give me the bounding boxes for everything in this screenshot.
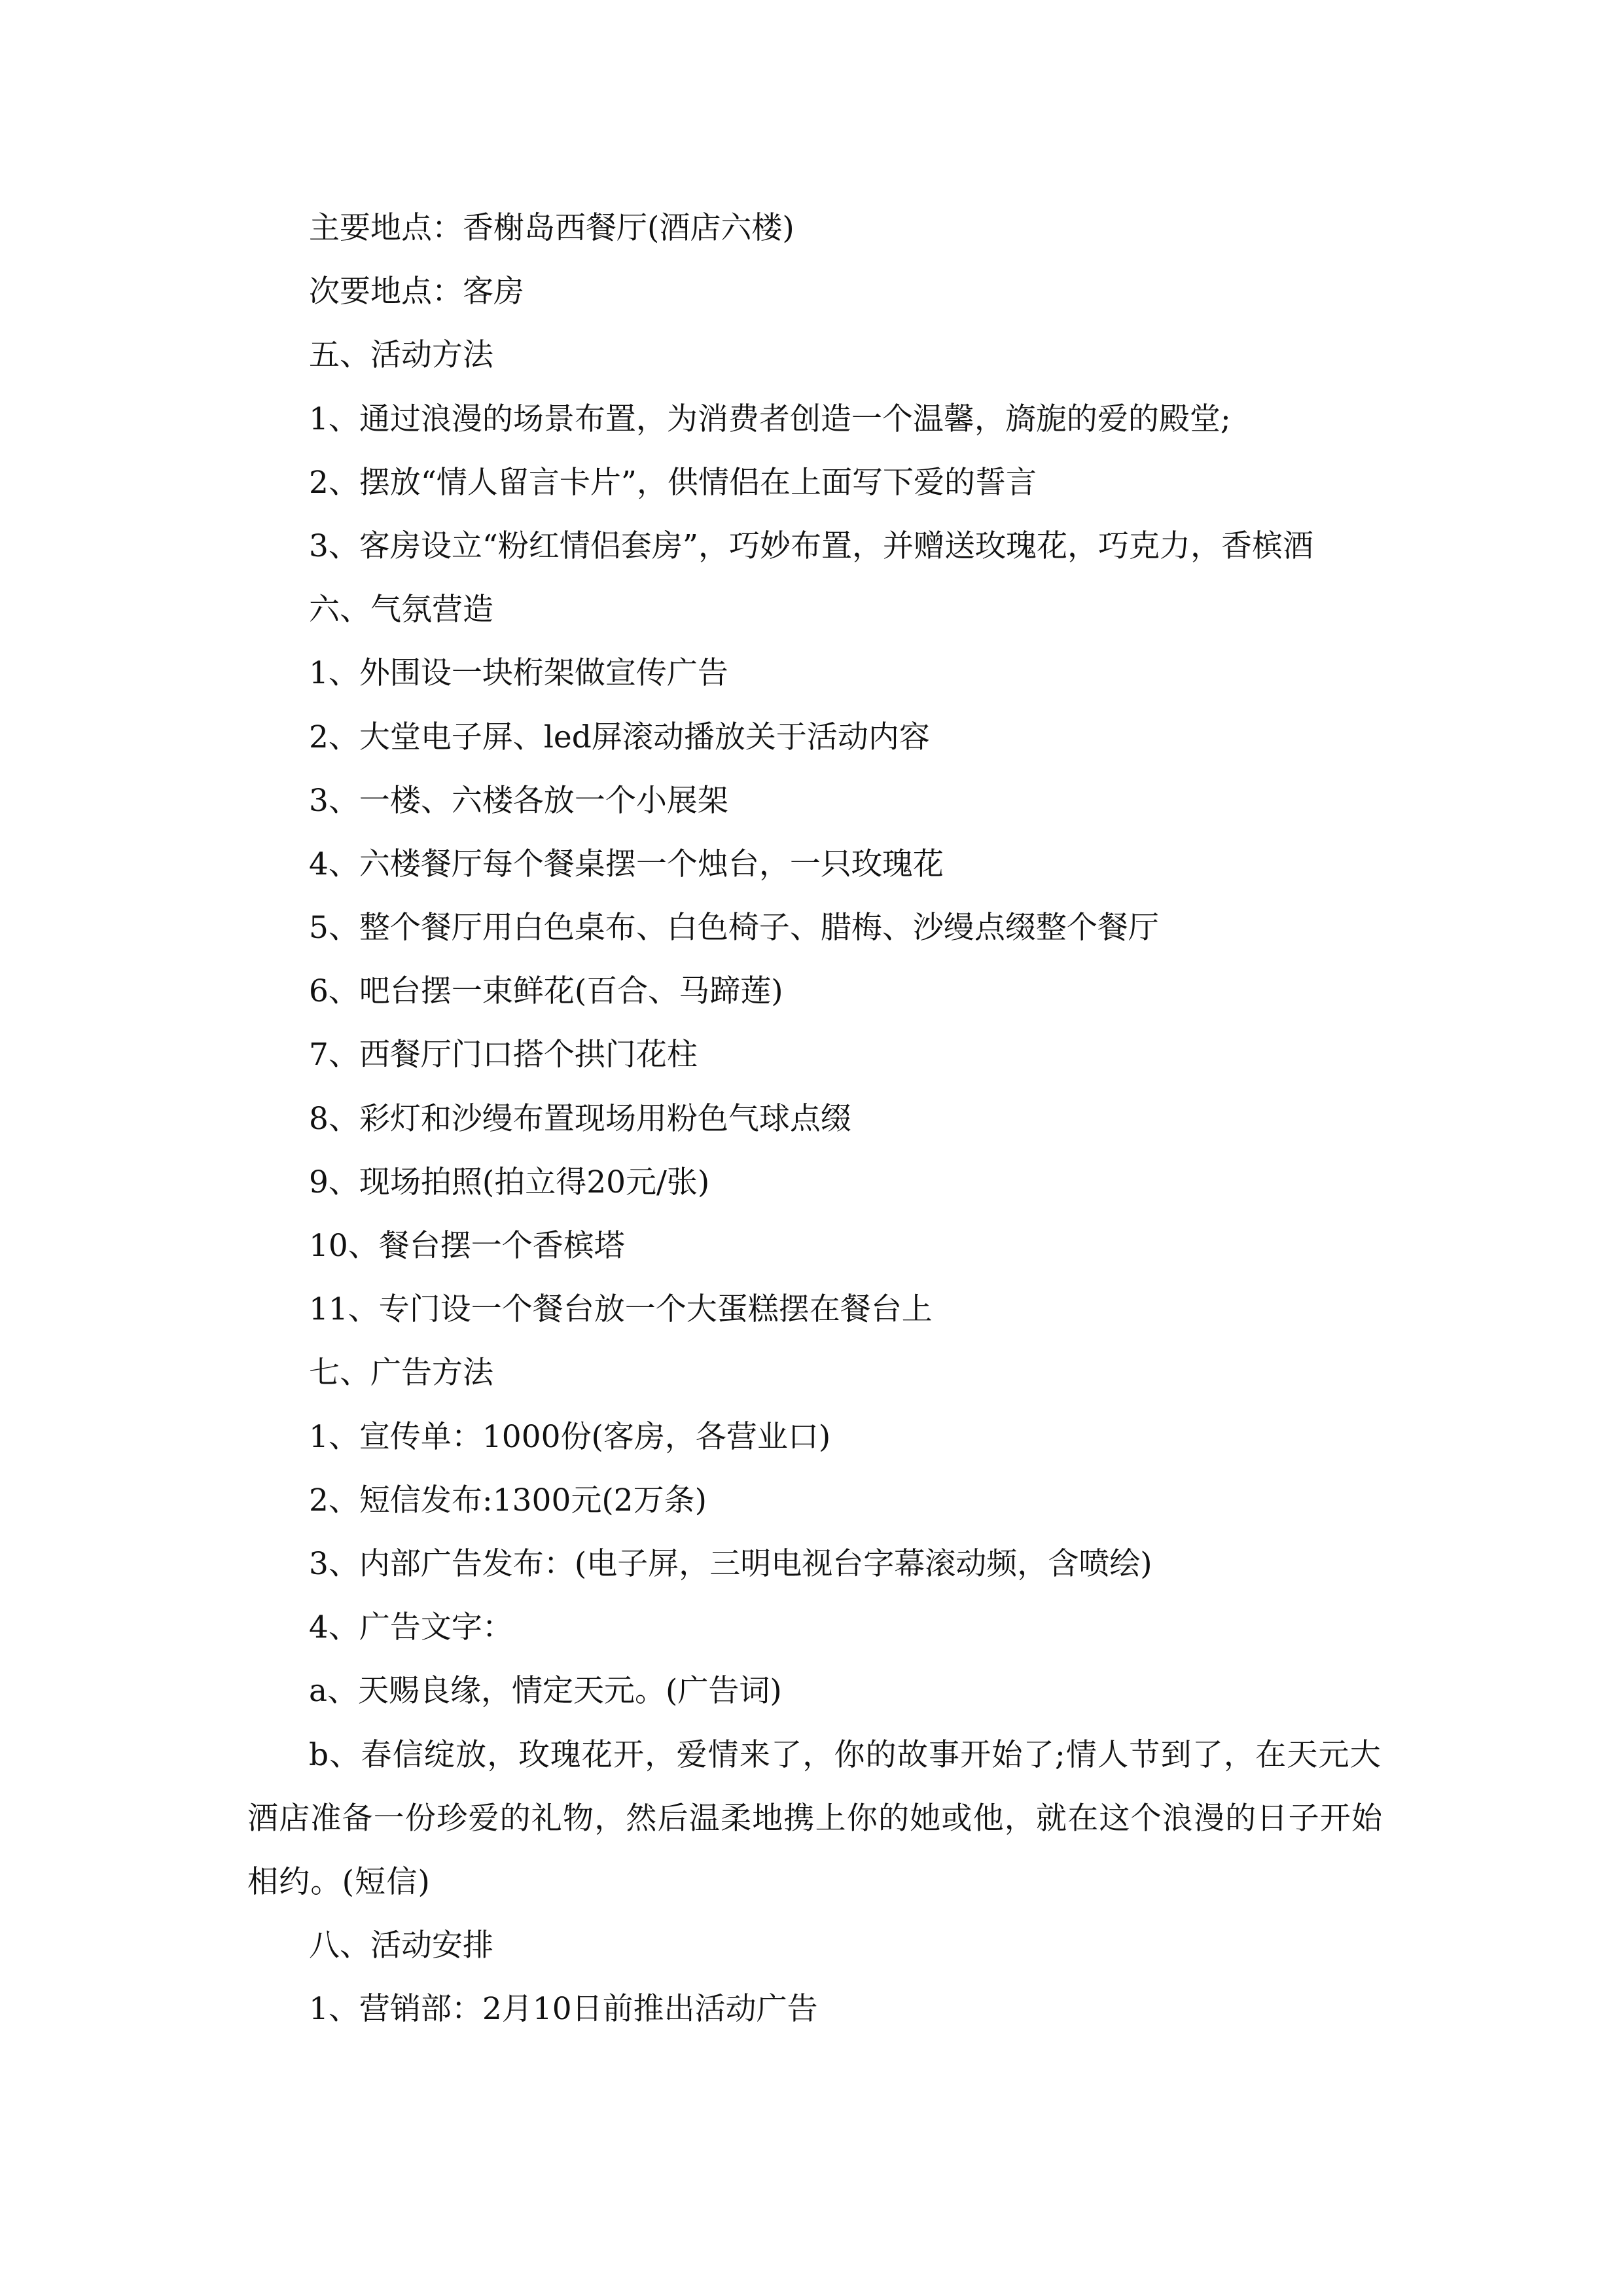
section-heading: 六、气氛营造 — [309, 592, 493, 628]
document-body — [247, 196, 1399, 2041]
paragraph: b、春信绽放，玫瑰花开，爱情来了，你的故事开始了;情人节到了，在天元大酒店准备一份珍爱的礼物，然后温柔地携上你的她或他，就在这个浪漫的日子开始相约。(短信) — [247, 1736, 1383, 1900]
list-item: a、天赐良缘，情定天元。(广告词) — [309, 1673, 782, 1710]
list-item: 1、营销部：2月10日前推出活动广告 — [309, 1991, 818, 2028]
list-item: 1、宣传单：1000份(客房，各营业口) — [309, 1418, 831, 1455]
section-heading: 五、活动方法 — [309, 337, 493, 374]
list-item: 9、现场拍照(拍立得20元/张) — [309, 1164, 710, 1200]
list-item: 1、通过浪漫的场景布置，为消费者创造一个温馨，旖旎的爱的殿堂; — [309, 401, 1231, 437]
text-line: 次要地点：客房 — [309, 274, 524, 310]
section-heading: 八、活动安排 — [309, 1928, 493, 1964]
list-item: 4、广告文字： — [309, 1609, 513, 1646]
list-item: 8、彩灯和沙缦布置现场用粉色气球点缀 — [309, 1100, 851, 1137]
list-item: 11、专门设一个餐台放一个大蛋糕摆在餐台上 — [309, 1291, 933, 1328]
list-item: 5、整个餐厅用白色桌布、白色椅子、腊梅、沙缦点缀整个餐厅 — [309, 910, 1159, 946]
list-item: 3、一楼、六楼各放一个小展架 — [309, 782, 728, 819]
list-item: 6、吧台摆一束鲜花(百合、马蹄莲) — [309, 973, 783, 1010]
list-item: 2、大堂电子屏、led屏滚动播放关于活动内容 — [309, 719, 930, 755]
list-item: 7、西餐厅门口搭个拱门花柱 — [309, 1037, 698, 1073]
list-item: 2、摆放“情人留言卡片”，供情侣在上面写下爱的誓言 — [309, 464, 1037, 501]
list-item: 1、外围设一块桁架做宣传广告 — [309, 655, 728, 692]
section-heading: 七、广告方法 — [309, 1355, 493, 1391]
list-item: 3、客房设立“粉红情侣套房”，巧妙布置，并赠送玫瑰花，巧克力，香槟酒 — [309, 528, 1313, 564]
list-item: 4、六楼餐厅每个餐桌摆一个烛台，一只玫瑰花 — [309, 846, 944, 882]
text-line: 主要地点：香榭岛西餐厅(酒店六楼) — [309, 210, 794, 246]
list-item: 10、餐台摆一个香槟塔 — [309, 1228, 625, 1264]
list-item: 2、短信发布:1300元(2万条) — [309, 1482, 707, 1518]
list-item: 3、内部广告发布：(电子屏，三明电视台字幕滚动频，含喷绘) — [309, 1545, 1152, 1582]
